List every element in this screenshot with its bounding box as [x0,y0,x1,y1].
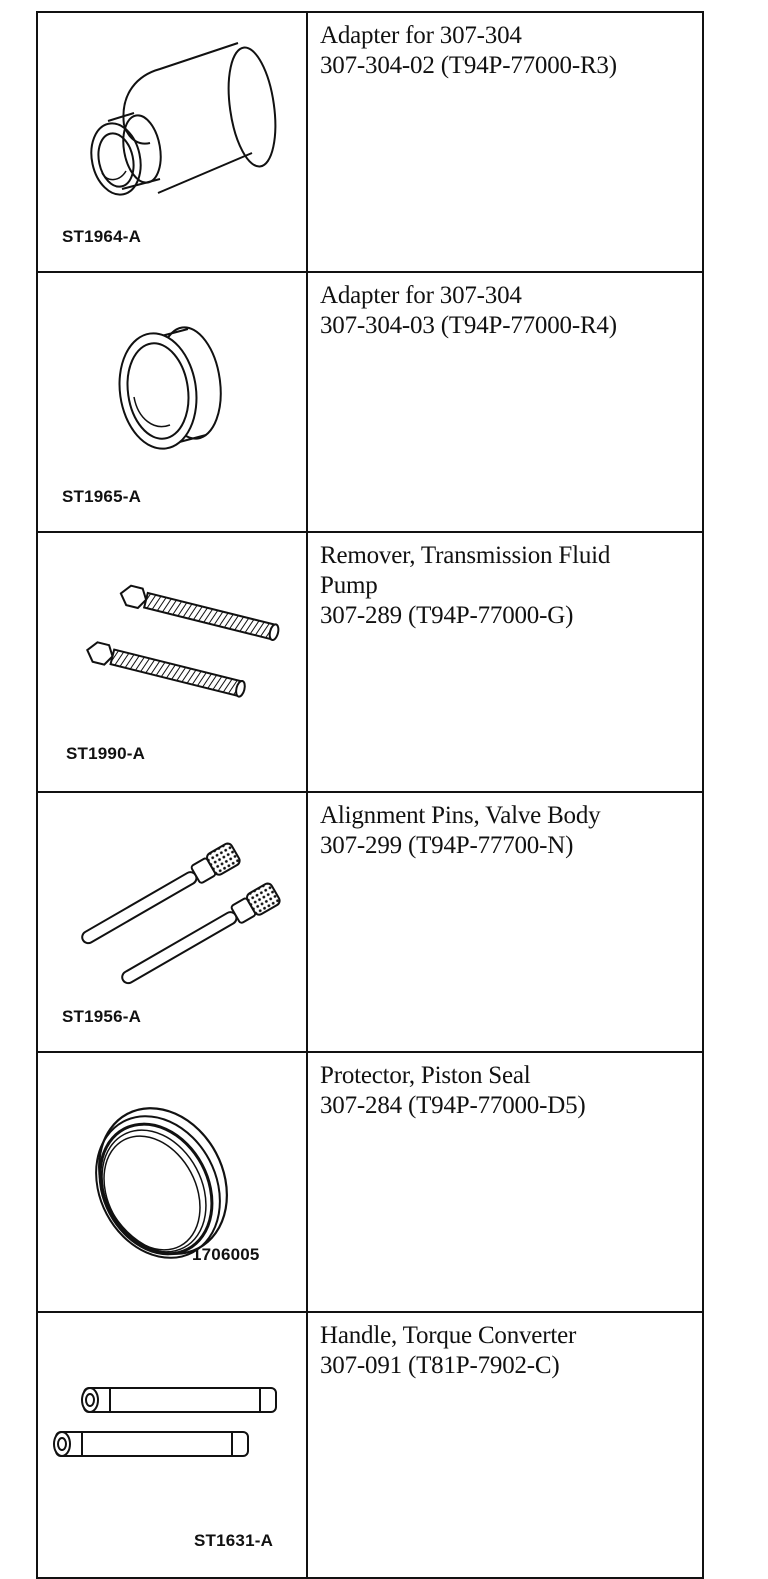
tool-illustration-cell [37,12,307,272]
tool-row [37,1312,703,1578]
tool-part-number: 307-304-02 (T94P-77000-R3) [320,52,617,79]
tool-part-number: 307-091 (T81P-7902-C) [320,1352,560,1379]
tool-description-cell [307,12,703,272]
tool-description-cell [307,272,703,532]
figure-id-label: ST1631-A [194,1531,274,1550]
stepped-cylinder-adapter-icon [38,13,306,263]
tool-name: Remover, Transmission Fluid [320,542,611,569]
tool-row [37,12,703,272]
tool-name: Adapter for 307-304 [320,282,522,309]
tool-illustration-cell [37,272,307,532]
figure-id-label: ST1965-A [62,487,142,506]
tool-part-number: 307-289 (T94P-77000-G) [320,602,574,629]
tool-part-number: 307-304-03 (T94P-77000-R4) [320,312,617,339]
piston-seal-ring-icon [38,1053,306,1303]
tool-row [37,272,703,532]
tool-illustration-cell [37,1312,307,1578]
tool-illustration-cell [37,792,307,1052]
special-tools-table [36,11,704,1579]
tool-row [37,532,703,792]
tool-name: Protector, Piston Seal [320,1062,531,1089]
tool-name-continued: Pump [320,572,378,599]
tool-row [37,1052,703,1312]
ring-adapter-icon [38,273,306,523]
tool-row [37,792,703,1052]
tool-part-number: 307-284 (T94P-77000-D5) [320,1092,586,1119]
figure-id-label: ST1964-A [62,227,142,246]
tool-name: Adapter for 307-304 [320,22,522,49]
tool-illustration-cell [37,532,307,792]
tool-description-cell [307,792,703,1052]
tool-name: Handle, Torque Converter [320,1322,577,1349]
alignment-pins-icon [38,793,306,1043]
figure-id-label: ST1990-A [66,744,146,763]
tool-name: Alignment Pins, Valve Body [320,802,601,829]
figure-id-label: ST1956-A [62,1007,142,1026]
tool-illustration-cell [37,1052,307,1312]
tool-part-number: 307-299 (T94P-77700-N) [320,832,574,859]
tool-description-cell [307,532,703,792]
tool-description-cell [307,1052,703,1312]
figure-id-label: 1706005 [192,1245,260,1264]
tool-description-cell [307,1312,703,1578]
